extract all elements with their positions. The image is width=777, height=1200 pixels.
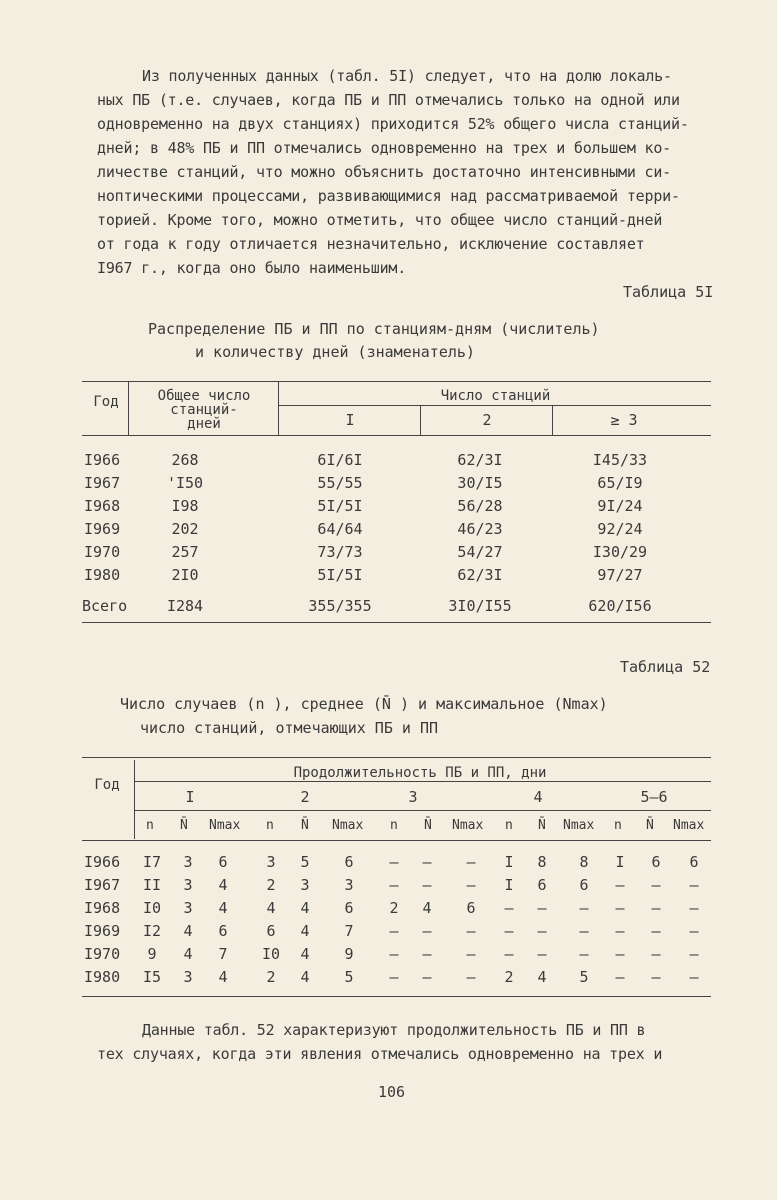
table52-sub-n: n — [266, 818, 274, 833]
table52-cell: 4 — [218, 968, 228, 986]
table52-cell: 4 — [300, 899, 310, 917]
table52-year: I980 — [84, 968, 121, 986]
table51-divider — [128, 381, 129, 435]
table52-cell: 5 — [300, 853, 310, 871]
table52-cell: 3 — [300, 876, 310, 894]
table51-caption-line2: и количеству дней (знаменатель) — [195, 343, 475, 361]
table51-col-total: Общее число — [157, 388, 251, 404]
table51-s3: 65/I9 — [597, 474, 643, 492]
table52-cell: 4 — [266, 899, 276, 917]
table52-groups-rule — [135, 810, 711, 811]
closing-paragraph — [97, 1018, 729, 1066]
table52-cell: 8 — [537, 853, 547, 871]
table52-cell: 3 — [183, 853, 193, 871]
table52-cell: 5 — [579, 968, 589, 986]
paragraph-line: торией. Кроме того, можно отметить, что общее число станций-дней — [97, 211, 663, 229]
paragraph-line: одновременно на двух станциях) приходится 52% общего числа станций- — [97, 115, 689, 133]
table52-cell: 3 — [344, 876, 354, 894]
table51-s2: 62/3I — [457, 566, 503, 584]
table51-s3: 620/I56 — [588, 597, 652, 615]
paragraph-line: ных ПБ (т.е. случаев, когда ПБ и ПП отмечались только на одной или — [97, 91, 680, 109]
table52-cell: – — [504, 945, 514, 963]
table52-year: I966 — [84, 853, 121, 871]
table51-total: 202 — [171, 520, 199, 538]
table52-cell: I — [615, 853, 625, 871]
table51-total: I98 — [171, 497, 199, 515]
table52-cell: 4 — [183, 945, 193, 963]
table52-cell: – — [615, 876, 625, 894]
table51-s1: 5I/5I — [317, 497, 363, 515]
table52-cell: 3 — [183, 876, 193, 894]
table52-cell: – — [579, 945, 589, 963]
table52-cell: – — [689, 945, 699, 963]
table52-cell: – — [422, 922, 432, 940]
table52-cell: – — [651, 899, 661, 917]
table52-cell: 7 — [344, 922, 354, 940]
table52-top-rule — [82, 757, 711, 758]
table52-cell: I7 — [142, 853, 162, 871]
table52-cell: – — [466, 876, 476, 894]
table52-cell: – — [615, 922, 625, 940]
table51-divider — [278, 381, 279, 435]
table51-s2: 3I0/I55 — [448, 597, 512, 615]
table52-cell: 4 — [300, 922, 310, 940]
table51-bottom-rule — [82, 622, 711, 623]
table52-group-5: 5–6 — [640, 788, 668, 806]
table52-sub-n: n — [390, 818, 398, 833]
table52-cell: 2 — [504, 968, 514, 986]
table52-group-2: 2 — [300, 788, 310, 806]
table52-cell: 4 — [300, 968, 310, 986]
table52-cell: 3 — [183, 968, 193, 986]
table52-cell: – — [579, 899, 589, 917]
table52-cell: 2 — [266, 968, 276, 986]
table51-s1: 64/64 — [317, 520, 363, 538]
table52-cell: 4 — [183, 922, 193, 940]
table51-stations-rule — [278, 405, 711, 406]
table52-sub-nmax: Nmax — [563, 818, 595, 833]
table51-s3: 9I/24 — [597, 497, 643, 515]
table52-cell: 4 — [537, 968, 547, 986]
table52-label: Таблица 52 — [620, 658, 711, 676]
table52-sub-n: n — [614, 818, 622, 833]
table52-col-duration: Продолжительность ПБ и ПП, дни — [293, 765, 547, 781]
table52-cell: – — [389, 853, 399, 871]
table51-col-year: Год — [93, 394, 119, 410]
table51-top-rule — [82, 381, 711, 382]
table52-sub-nmax: Nmax — [673, 818, 705, 833]
paragraph-line: тех случаях, когда эти явления отмечались одновременно на трех и — [97, 1045, 663, 1063]
table51-s3: 97/27 — [597, 566, 643, 584]
table52-group-3: 3 — [408, 788, 418, 806]
table51-total: 'I50 — [166, 474, 204, 492]
table52-cell: I5 — [142, 968, 162, 986]
table52-cell: – — [579, 922, 589, 940]
table52-divider — [134, 760, 135, 839]
table52-cell: 6 — [344, 853, 354, 871]
table52-sub-nbar: N̄ — [538, 818, 546, 833]
table51-divider — [420, 406, 421, 435]
table51-year: I970 — [84, 543, 121, 561]
table51-year: Всего — [82, 597, 128, 615]
table52-cell: – — [389, 922, 399, 940]
table52-cell: 2 — [389, 899, 399, 917]
table52-sub-n: n — [146, 818, 154, 833]
table52-bottom-rule — [82, 996, 711, 997]
table52-cell: – — [466, 945, 476, 963]
table52-cell: – — [537, 922, 547, 940]
table52-cell: – — [537, 945, 547, 963]
table51-col-s2: 2 — [482, 411, 492, 429]
table52-cell: – — [537, 899, 547, 917]
table52-cell: – — [615, 899, 625, 917]
table51-s3: 92/24 — [597, 520, 643, 538]
table52-cell: – — [422, 945, 432, 963]
table52-caption-line2: число станций, отмечающих ПБ и ПП — [140, 719, 439, 737]
table51-year: I980 — [84, 566, 121, 584]
table52-cell: II — [142, 876, 162, 894]
table52-cell: – — [466, 922, 476, 940]
table52-cell: 6 — [579, 876, 589, 894]
table52-cell: – — [389, 968, 399, 986]
table51-caption-line1: Распределение ПБ и ПП по станциям-дням (числитель) — [148, 320, 600, 338]
table52-group-4: 4 — [533, 788, 543, 806]
table52-cell: – — [651, 968, 661, 986]
table52-cell: – — [422, 968, 432, 986]
table52-cell: 6 — [344, 899, 354, 917]
table51-header-rule — [82, 435, 711, 436]
table51-s2: 46/23 — [457, 520, 503, 538]
table52-cell: 4 — [218, 876, 228, 894]
table51-s2: 30/I5 — [457, 474, 503, 492]
paragraph-line: Данные табл. 52 характеризуют продолжительность ПБ и ПП в — [142, 1021, 646, 1039]
table52-cell: 7 — [218, 945, 228, 963]
table51-s2: 56/28 — [457, 497, 503, 515]
table51-s1: 73/73 — [317, 543, 363, 561]
paragraph-line: I967 г., когда оно было наименьшим. — [97, 259, 407, 277]
table51-label: Таблица 5I — [623, 283, 714, 301]
table51-s3: I30/29 — [592, 543, 648, 561]
table52-cell: 4 — [422, 899, 432, 917]
table52-cell: 5 — [344, 968, 354, 986]
table52-sub-nbar: N̄ — [646, 818, 654, 833]
table52-cell: – — [651, 922, 661, 940]
table52-cell: 6 — [266, 922, 276, 940]
table52-cell: 6 — [537, 876, 547, 894]
table52-cell: I — [504, 853, 514, 871]
table52-cell: 6 — [218, 853, 228, 871]
paragraph-line: ноптическими процессами, развивающимися над рассматриваемой терри- — [97, 187, 680, 205]
table51-year: I966 — [84, 451, 121, 469]
table52-cell: 3 — [266, 853, 276, 871]
table52-cell: 2 — [266, 876, 276, 894]
table52-group-1: I — [185, 788, 195, 806]
table51-s3: I45/33 — [592, 451, 648, 469]
table51-year: I968 — [84, 497, 121, 515]
table51-total: 268 — [171, 451, 199, 469]
table52-year: I967 — [84, 876, 121, 894]
paragraph-line: личестве станций, что можно объяснить достаточно интенсивными си- — [97, 163, 671, 181]
table52-sub-nbar: N̄ — [301, 818, 309, 833]
table52-sub-nmax: Nmax — [332, 818, 364, 833]
table51-total: 2I0 — [171, 566, 199, 584]
table52-header-rule — [82, 840, 711, 841]
table51-total: 257 — [171, 543, 199, 561]
table52-cell: I — [504, 876, 514, 894]
table52-cell: – — [689, 968, 699, 986]
paragraph-line: Из полученных данных (табл. 5I) следует, что на долю локаль- — [142, 67, 672, 85]
table51-s1: 55/55 — [317, 474, 363, 492]
table52-cell: – — [651, 876, 661, 894]
table52-cell: 6 — [466, 899, 476, 917]
table52-cell: 9 — [344, 945, 354, 963]
table51-total: I284 — [166, 597, 204, 615]
table51-year: I967 — [84, 474, 121, 492]
table52-sub-nbar: N̄ — [424, 818, 432, 833]
table52-cell: I2 — [142, 922, 162, 940]
paragraph-line: от года к году отличается незначительно, исключение составляет — [97, 235, 645, 253]
table52-cell: – — [466, 853, 476, 871]
table52-cell: – — [422, 853, 432, 871]
table52-cell: – — [504, 899, 514, 917]
table52-cell: – — [389, 876, 399, 894]
table52-cell: I0 — [142, 899, 162, 917]
table52-duration-rule — [135, 781, 711, 782]
page-number: 106 — [378, 1083, 406, 1101]
table52-cell: 8 — [579, 853, 589, 871]
table51-col-stations: Число станций — [440, 388, 551, 404]
table52-cell: – — [389, 945, 399, 963]
table51-s1: 355/355 — [308, 597, 372, 615]
table52-cell: – — [504, 922, 514, 940]
table52-cell: 6 — [218, 922, 228, 940]
table51-s1: 5I/5I — [317, 566, 363, 584]
table52-cell: 6 — [651, 853, 661, 871]
table52-cell: – — [651, 945, 661, 963]
table52-year: I969 — [84, 922, 121, 940]
table52-cell: 4 — [218, 899, 228, 917]
table51-col-s1: I — [345, 411, 355, 429]
table51-col-total: станций- — [170, 402, 238, 418]
table52-cell: – — [615, 968, 625, 986]
table52-cell: – — [466, 968, 476, 986]
table52-year: I968 — [84, 899, 121, 917]
table52-cell: 4 — [300, 945, 310, 963]
table52-sub-nmax: Nmax — [452, 818, 484, 833]
table52-cell: – — [689, 922, 699, 940]
table52-sub-n: n — [505, 818, 513, 833]
table52-cell: 3 — [183, 899, 193, 917]
table52-sub-nmax: Nmax — [209, 818, 241, 833]
table51-divider — [552, 406, 553, 435]
table52-year: I970 — [84, 945, 121, 963]
table52-col-year: Год — [94, 777, 120, 793]
table51-s2: 62/3I — [457, 451, 503, 469]
table52-cell: 6 — [689, 853, 699, 871]
intro-paragraph — [97, 64, 729, 280]
table52-cell: – — [422, 876, 432, 894]
table52-caption-line1: Число случаев (n ), среднее (N̄ ) и максимальное (Nmax) — [120, 695, 608, 713]
table52-cell: 9 — [147, 945, 157, 963]
table52-cell: – — [689, 876, 699, 894]
table51-col-s3: ≥ 3 — [610, 411, 638, 429]
table52-cell: I0 — [261, 945, 281, 963]
paragraph-line: дней; в 48% ПБ и ПП отмечались одновременно на трех и большем ко- — [97, 139, 671, 157]
table52-sub-nbar: N̄ — [180, 818, 188, 833]
table51-s2: 54/27 — [457, 543, 503, 561]
table51-s1: 6I/6I — [317, 451, 363, 469]
table52-cell: – — [615, 945, 625, 963]
table51-col-total: дней — [187, 416, 221, 432]
table52-cell: – — [689, 899, 699, 917]
table51-year: I969 — [84, 520, 121, 538]
